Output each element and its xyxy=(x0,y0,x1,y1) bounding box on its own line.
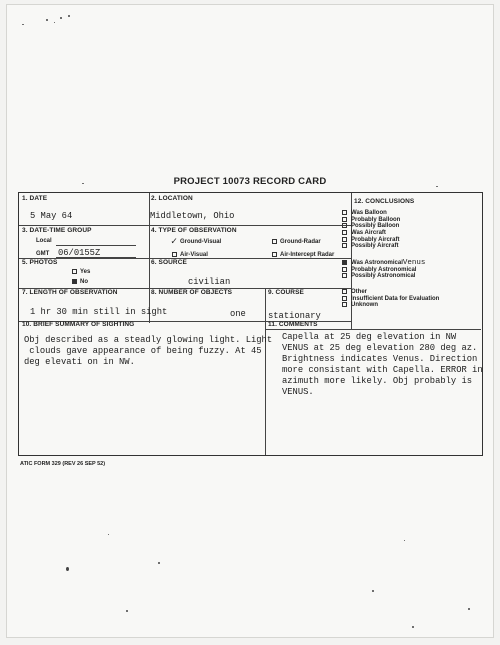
scan-speck xyxy=(108,534,109,535)
objects-value[interactable]: one xyxy=(230,309,246,319)
photos-option-no[interactable] xyxy=(72,279,88,285)
local-label: Local xyxy=(36,238,52,244)
scan-speck xyxy=(54,22,55,23)
conclusion-label: Possibly Astronomical xyxy=(351,273,416,280)
scan-speck xyxy=(372,590,374,592)
scan-speck xyxy=(60,17,62,19)
source-value[interactable]: civilian xyxy=(188,277,231,287)
photos-label: 5. PHOTOS xyxy=(22,259,58,266)
source-label: 6. SOURCE xyxy=(151,259,187,266)
checkbox[interactable] xyxy=(342,273,347,278)
checkbox[interactable] xyxy=(342,302,347,307)
checkbox[interactable] xyxy=(342,223,347,228)
checkbox[interactable] xyxy=(342,267,347,272)
conclusion-label: Was Balloon xyxy=(351,210,387,217)
conclusion-label: Was Astronomical xyxy=(351,260,403,267)
scan-speck xyxy=(158,562,160,564)
scan-speck xyxy=(22,24,24,25)
summary-label: 10. BRIEF SUMMARY OF SIGHTING xyxy=(22,321,135,328)
scan-speck xyxy=(68,15,70,17)
option-label: Ground-Radar xyxy=(280,239,321,246)
divider xyxy=(19,225,351,226)
gmt-underline xyxy=(56,257,136,258)
type-option-air-visual[interactable] xyxy=(172,252,208,258)
scan-speck xyxy=(46,19,48,21)
conclusion-option[interactable] xyxy=(342,273,415,280)
option-label: No xyxy=(80,279,88,286)
conclusion-label: Probably Balloon xyxy=(351,216,401,223)
conclusion-label: Other xyxy=(351,289,368,296)
checkbox[interactable] xyxy=(342,243,347,248)
gmt-label: GMT xyxy=(36,251,50,257)
course-value[interactable]: stationary xyxy=(268,311,321,321)
checkbox[interactable] xyxy=(172,252,177,257)
scan-speck xyxy=(412,626,414,628)
course-label: 9. COURSE xyxy=(268,289,304,296)
date-value[interactable]: 5 May 64 xyxy=(30,211,73,221)
type-option-ground-visual[interactable] xyxy=(172,239,221,245)
conclusion-label: Probably Aircraft xyxy=(351,236,400,243)
checkbox[interactable] xyxy=(272,239,277,244)
location-value[interactable]: Middletown, Ohio xyxy=(150,211,235,221)
scan-speck xyxy=(66,567,69,571)
conclusion-label: Was Aircraft xyxy=(351,230,386,237)
conclusion-option[interactable] xyxy=(342,243,398,250)
length-value[interactable]: 1 hr 30 min still in sight xyxy=(30,307,168,317)
checkbox[interactable] xyxy=(72,269,77,274)
option-label: Air-Intercept Radar xyxy=(280,252,335,259)
conclusion-label: Probably Astronomical xyxy=(351,266,417,273)
checkbox[interactable] xyxy=(342,230,347,235)
comments-text[interactable]: Capella at 25 deg elevation in NW VENUS at 25 deg elevation 280 deg az. Brightness indicates Venus. Direction more consistant with Capella. ERROR in azimuth more likely. Obj probably is VENUS. xyxy=(282,332,483,397)
conclusion-label: Insufficient Data for Evaluation xyxy=(351,295,440,302)
length-label: 7. LENGTH OF OBSERVATION xyxy=(22,289,118,296)
divider xyxy=(265,329,481,330)
conclusions-label: 12. CONCLUSIONS xyxy=(354,198,415,205)
conclusion-label: Possibly Balloon xyxy=(351,223,400,230)
checkbox-checked[interactable] xyxy=(342,260,347,265)
objects-label: 8. NUMBER OF OBJECTS xyxy=(151,289,233,296)
location-label: 2. LOCATION xyxy=(151,195,193,202)
dtg-label: 3. DATE-TIME GROUP xyxy=(22,227,92,234)
photos-option-yes[interactable] xyxy=(72,269,90,275)
type-label: 4. TYPE OF OBSERVATION xyxy=(151,227,237,234)
divider xyxy=(265,288,266,321)
checkbox[interactable] xyxy=(342,217,347,222)
summary-text[interactable]: Obj described as a steadly glowing light. Light clouds gave appearance of being fuzzy. At 45 deg elevati on in NW. xyxy=(24,335,273,367)
conclusion-label: Possibly Aircraft xyxy=(351,243,399,250)
option-label: Air-Visual xyxy=(180,252,208,259)
gmt-value[interactable]: 06/0155Z xyxy=(58,248,101,258)
checkbox[interactable] xyxy=(342,237,347,242)
type-option-ground-radar[interactable] xyxy=(272,239,321,245)
date-label: 1. DATE xyxy=(22,195,48,202)
conclusion-label: Unknown xyxy=(351,302,378,309)
checkbox[interactable] xyxy=(342,210,347,215)
checkbox[interactable] xyxy=(342,289,347,294)
conclusion-option[interactable] xyxy=(342,302,378,309)
comments-label: 11. COMMENTS xyxy=(268,321,318,328)
form-number: ATIC FORM 329 (REV 26 SEP 52) xyxy=(20,461,106,467)
local-underline xyxy=(56,245,136,246)
option-label: Ground-Visual xyxy=(180,239,222,246)
scan-speck xyxy=(404,540,405,541)
checkbox[interactable] xyxy=(342,296,347,301)
option-label: Yes xyxy=(80,269,91,276)
conclusion-option[interactable] xyxy=(342,223,399,230)
ground-visual-check-mark: ✓ xyxy=(171,237,178,248)
conclusion-typed-value: Venus xyxy=(402,259,426,268)
scan-speck xyxy=(126,610,128,612)
checkbox-checked[interactable] xyxy=(72,279,77,284)
scan-speck xyxy=(468,608,470,610)
card-title: PROJECT 10073 RECORD CARD xyxy=(173,176,327,187)
type-option-air-intercept-radar[interactable] xyxy=(272,252,334,258)
checkbox[interactable] xyxy=(272,252,277,257)
